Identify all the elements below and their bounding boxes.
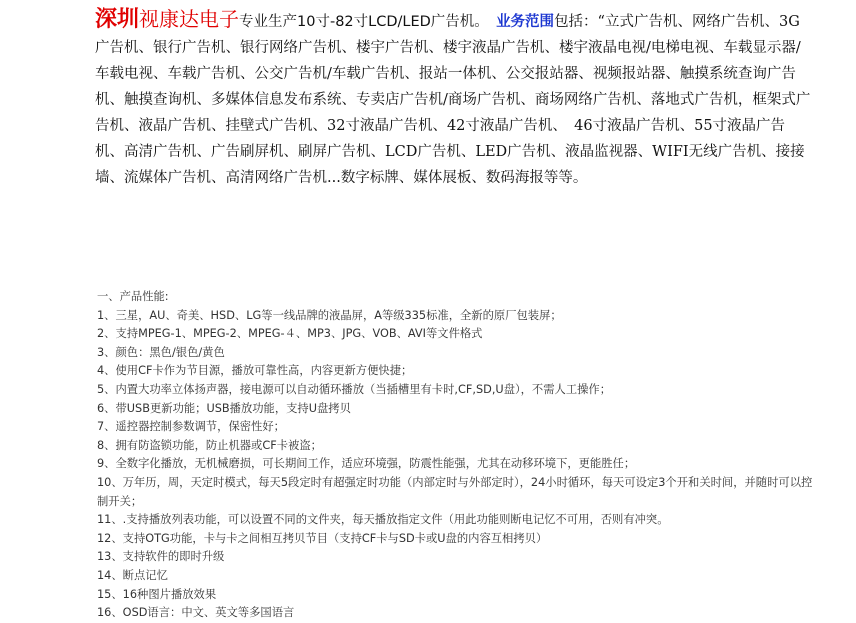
list-item: 4、使用CF卡作为节目源，播放可靠性高，内容更新方便快捷； — [97, 364, 413, 378]
list-item: 16、OSD语言：中文、英文等多国语言 — [97, 606, 295, 620]
list-item: 12、支持OTG功能，卡与卡之间相互拷贝节目（支持CF卡与SD卡或U盘的内容互相拷贝） — [97, 531, 548, 545]
list-item: 10、万年历，周，天定时模式，每天5段定时有超强定时功能（内部定时与外部定时），24小时循环，每天可设定3个开和关时间，并随时可以控制开关； — [97, 475, 813, 508]
intro-paragraph — [95, 6, 811, 191]
list-item: 3、颜色：黑色/银色/黄色 — [97, 345, 225, 359]
list-item: 15、16种图片播放效果 — [97, 587, 217, 601]
list-item: 2、支持MPEG-1、MPEG-2、MPEG-４、MP3、JPG、VOB、AVI等文件格式 — [97, 327, 483, 341]
list-item: 6、带USB更新功能；USB播放功能，支持U盘拷贝 — [97, 401, 351, 415]
list-item: 5、内置大功率立体扬声器，接电源可以自动循环播放（当插槽里有卡时,CF,SD,U盘），不需人工操作； — [97, 382, 612, 396]
feature-list — [97, 288, 817, 623]
list-item: 1、三星，AU、奇美、HSD、LG等一线品牌的液晶屏，A等级335标准，全新的原厂包装屏； — [97, 308, 562, 322]
tagline: 专业生产10寸-82寸LCD/LED广告机。 — [239, 14, 482, 30]
feature-heading: 一、产品性能: — [97, 290, 169, 303]
list-item: 7、遥控器控制参数调节，保密性好； — [97, 420, 285, 434]
brand-name: 视康达电子 — [139, 7, 240, 31]
scope-text: 包括：“立式广告机、网络广告机、3G广告机、银行广告机、银行网络广告机、楼宇广告机、楼宇液晶广告机、楼宇液晶电视/电梯电视、车载显示器/车载电视、车载广告机、公交广告机/车载广告机、报站一体机、公交报站器、视频报站器、触摸系统查询广告机、触摸查询机、多媒体信息发布系统、专卖店广告机/商场广告机、商场网络广告机、落地式广告机，框架式广告机、液晶广告机、挂壁式广告机、32寸液晶广告机、42寸液晶广告机、 46寸液晶广告机、55寸液晶广告机、高清广告机、广告刷屏机、刷屏广告机、LCD广告机、LED广告机、液晶监视器、WIFI无线广告机、接接墙、流媒体广告机、高清网络广告机...数字标牌、媒体展板、数码海报等等。 — [95, 14, 811, 186]
scope-label: 业务范围 — [496, 14, 555, 30]
brand-city: 深圳 — [95, 6, 140, 32]
list-item: 8、拥有防盗锁功能，防止机器或CF卡被盗； — [97, 438, 322, 452]
list-item: 11、.支持播放列表功能，可以设置不同的文件夹，每天播放指定文件（用此功能则断电记忆不可用，否则有冲突。 — [97, 513, 669, 527]
list-item: 13、支持软件的即时升级 — [97, 550, 225, 564]
list-item: 9、全数字化播放，无机械磨损，可长期间工作，适应环境强，防震性能强，尤其在动移环境下，更能胜任； — [97, 457, 636, 471]
list-item: 14、断点记忆 — [97, 568, 168, 582]
